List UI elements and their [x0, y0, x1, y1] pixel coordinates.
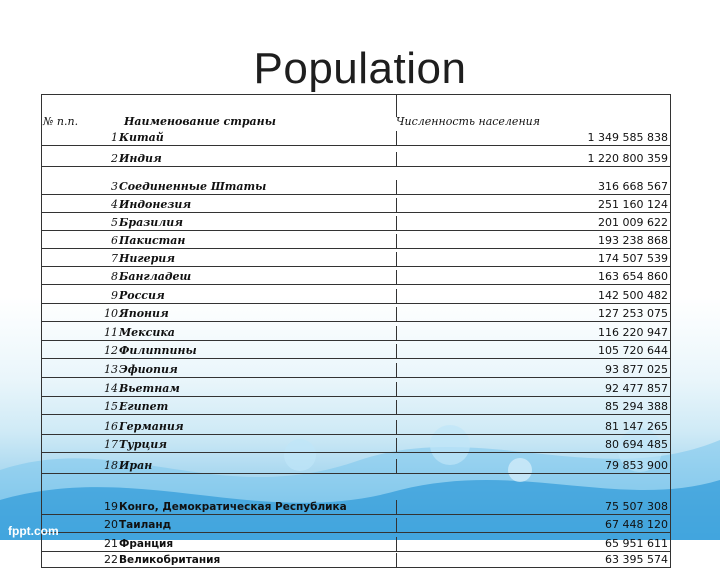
table-row: 8 Бангладеш 163 654 860 — [42, 267, 670, 285]
table-row: 1 Китай 1 349 585 838 — [42, 117, 670, 146]
table-row: 3 Соединенные Штаты 316 668 567 — [42, 167, 670, 195]
table-row: 13 Эфиопия 93 877 025 — [42, 359, 670, 378]
table-row: 16 Германия 81 147 265 — [42, 415, 670, 435]
population-table — [41, 94, 671, 568]
table-row: 20 Таиланд 67 448 120 — [42, 515, 670, 533]
table-header — [42, 95, 670, 128]
table-row: 12 Филиппины 105 720 644 — [42, 341, 670, 359]
header-population: Численность населения — [396, 115, 541, 128]
table-row: 22 Великобритания 63 395 574 — [42, 552, 670, 568]
table-row: 5 Бразилия 201 009 622 — [42, 213, 670, 231]
slide-title: Population — [253, 44, 467, 93]
table-row: 2 Индия 1 220 800 359 — [42, 146, 670, 167]
table-row: 14 Вьетнам 92 477 857 — [42, 378, 670, 397]
fppt-logo: fppt.com — [8, 524, 59, 538]
table-row: 9 Россия 142 500 482 — [42, 285, 670, 304]
table-row: 19 Конго, Демократическая Республика 75 507 308 — [42, 474, 670, 515]
table-row: 21 Франция 65 951 611 — [42, 533, 670, 552]
table-row: 15 Египет 85 294 388 — [42, 397, 670, 415]
table-row: 4 Индонезия 251 160 124 — [42, 195, 670, 213]
table-row: 6 Пакистан 193 238 868 — [42, 231, 670, 249]
table-row: 7 Нигерия 174 507 539 — [42, 249, 670, 267]
table-row: 11 Мексика 116 220 947 — [42, 322, 670, 341]
table-row: 17 Турция 80 694 485 — [42, 435, 670, 453]
table-row: 18 Иран 79 853 900 — [42, 453, 670, 474]
header-number: № п.п. — [43, 115, 79, 128]
table-row: 10 Япония 127 253 075 — [42, 304, 670, 322]
header-country: Наименование страны — [124, 115, 276, 128]
